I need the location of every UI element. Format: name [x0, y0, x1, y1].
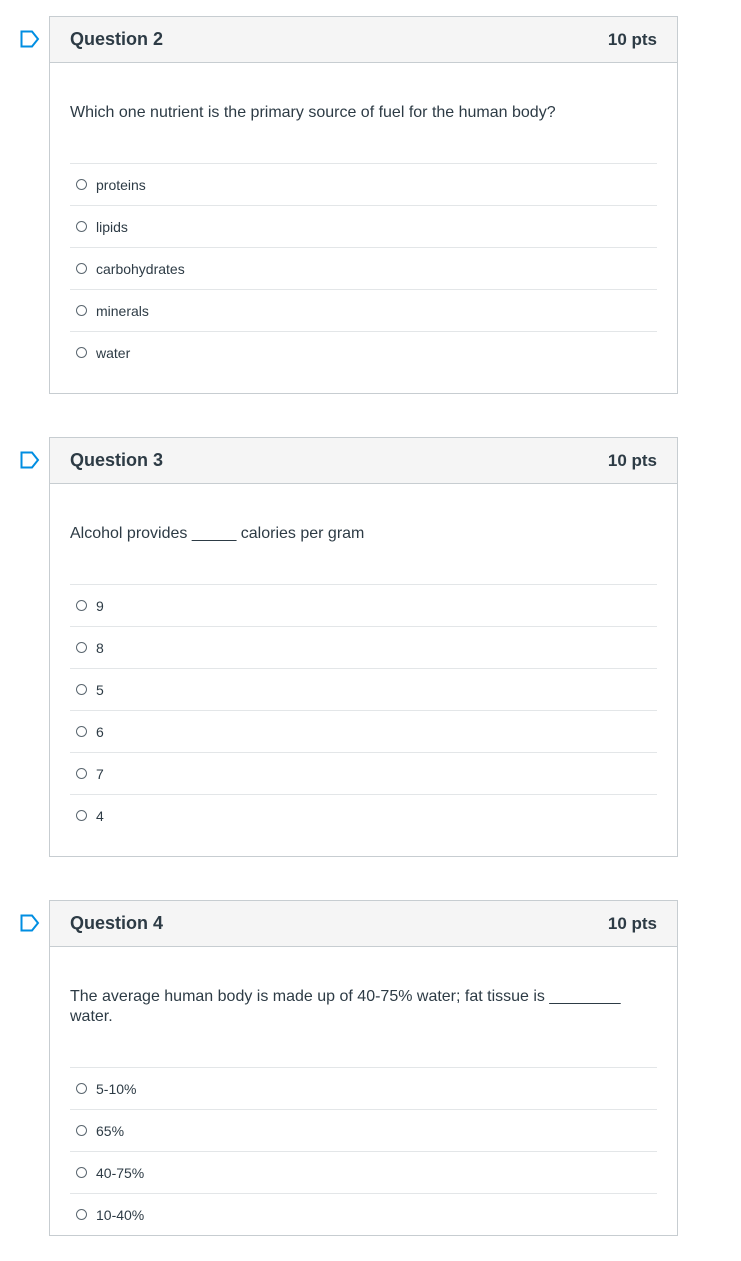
answer-label[interactable]: carbohydrates: [96, 260, 185, 277]
answer-label[interactable]: 10-40%: [96, 1206, 145, 1223]
question-header: [50, 438, 677, 484]
question-body: [50, 947, 677, 1257]
radio-button[interactable]: [76, 1167, 87, 1178]
answer-list: [70, 163, 657, 373]
answer-option[interactable]: [70, 1110, 657, 1152]
answer-label[interactable]: proteins: [96, 176, 146, 193]
flag-question-icon[interactable]: [20, 30, 40, 48]
answer-option[interactable]: [70, 669, 657, 711]
answer-label[interactable]: 40-75%: [96, 1164, 145, 1181]
answer-label[interactable]: 6: [96, 723, 104, 740]
question-title: Question 3: [70, 450, 164, 470]
question-body: [50, 484, 677, 858]
answer-option[interactable]: [70, 164, 657, 206]
question-points: 10 pts: [607, 29, 657, 49]
question-text: Which one nutrient is the primary source of fuel for the human body?: [70, 104, 556, 121]
answer-option[interactable]: [70, 1152, 657, 1194]
question-title: Question 2: [70, 29, 164, 49]
question-body: [50, 63, 677, 395]
answer-option[interactable]: [70, 206, 657, 248]
radio-button[interactable]: [76, 1083, 87, 1094]
answer-label[interactable]: 8: [96, 639, 104, 656]
radio-button[interactable]: [76, 768, 87, 779]
question-title: Question 4: [70, 913, 164, 933]
answer-option[interactable]: [70, 753, 657, 795]
radio-button[interactable]: [76, 810, 87, 821]
radio-button[interactable]: [76, 684, 87, 695]
question-4: [49, 900, 678, 1236]
answer-option[interactable]: [70, 627, 657, 669]
question-points: 10 pts: [607, 913, 657, 933]
answer-option[interactable]: [70, 1194, 657, 1235]
answer-option[interactable]: [70, 585, 657, 627]
radio-button[interactable]: [76, 263, 87, 274]
question-2: [49, 16, 678, 394]
radio-button[interactable]: [76, 347, 87, 358]
question-text: The average human body is made up of 40-75% water; fat tissue is ________ water.: [70, 988, 621, 1025]
radio-button[interactable]: [76, 600, 87, 611]
radio-button[interactable]: [76, 221, 87, 232]
radio-button[interactable]: [76, 305, 87, 316]
answer-list: [70, 1067, 657, 1235]
answer-label[interactable]: lipids: [96, 218, 128, 235]
answer-option[interactable]: [70, 1068, 657, 1110]
answer-label[interactable]: 7: [96, 765, 104, 782]
question-header: [50, 901, 677, 947]
radio-button[interactable]: [76, 1209, 87, 1220]
answer-option[interactable]: [70, 711, 657, 753]
answer-option[interactable]: [70, 795, 657, 836]
flag-question-icon[interactable]: [20, 451, 40, 469]
answer-option[interactable]: [70, 332, 657, 373]
answer-option[interactable]: [70, 248, 657, 290]
answer-label[interactable]: 5-10%: [96, 1080, 137, 1097]
answer-label[interactable]: 5: [96, 681, 104, 698]
answer-list: [70, 584, 657, 836]
radio-button[interactable]: [76, 1125, 87, 1136]
question-points: 10 pts: [607, 450, 657, 470]
answer-option[interactable]: [70, 290, 657, 332]
question-text: Alcohol provides _____ calories per gram: [70, 525, 365, 542]
radio-button[interactable]: [76, 726, 87, 737]
answer-label[interactable]: 9: [96, 597, 104, 614]
radio-button[interactable]: [76, 642, 87, 653]
answer-label[interactable]: water: [96, 344, 131, 361]
radio-button[interactable]: [76, 179, 87, 190]
question-header: [50, 17, 677, 63]
flag-question-icon[interactable]: [20, 914, 40, 932]
question-3: [49, 437, 678, 857]
answer-label[interactable]: minerals: [96, 302, 149, 319]
answer-label[interactable]: 4: [96, 807, 104, 824]
answer-label[interactable]: 65%: [96, 1122, 125, 1139]
